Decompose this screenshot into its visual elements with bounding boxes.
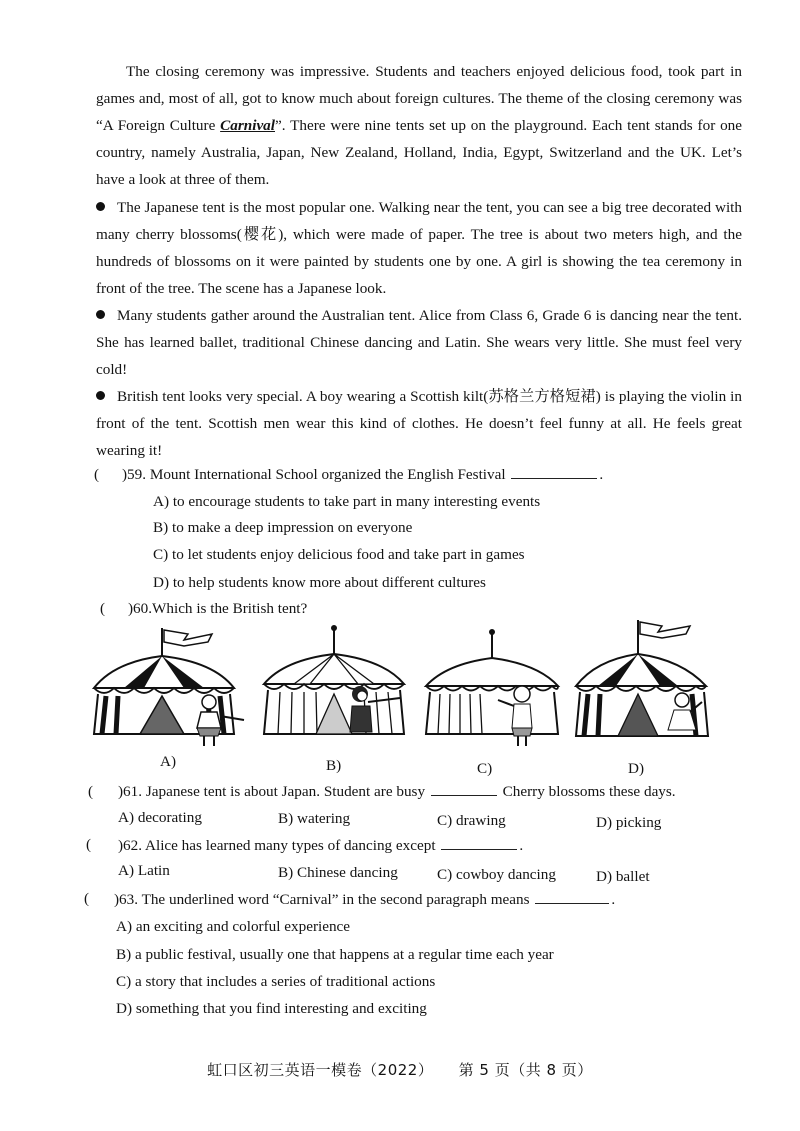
passage-bullet-japan xyxy=(96,194,742,302)
q61-stem xyxy=(118,783,676,801)
tent-b-label[interactable]: B) xyxy=(326,757,342,774)
bullet-dot-icon xyxy=(96,310,105,319)
q59-stem-end: . xyxy=(599,466,604,483)
bullet-text-australia: Many students gather around the Australian tent. Alice from Class 6, Grade 6 is dancing near the tent. She has learned ballet, traditional Chinese dancing and Latin. She wears very little. She must feel very cold! xyxy=(96,307,742,378)
bullet-text-britain: British tent looks very special. A boy wearing a Scottish kilt(苏格兰方格短裙) is playing the violin in front of the tent. Scottish men wear this kind of clothes. He doesn’t feel funny at all. He feels great wearing it! xyxy=(96,388,742,459)
q63-option-c[interactable]: C) a story that includes a series of traditional actions xyxy=(116,973,436,990)
q63-stem xyxy=(114,891,615,909)
q63-answer-blank[interactable] xyxy=(535,902,609,904)
q62-answer-paren[interactable]: ( xyxy=(86,836,92,853)
q59-option-d[interactable]: D) to help students know more about different cultures xyxy=(153,574,486,591)
tent-c-label[interactable]: C) xyxy=(477,760,493,777)
q59-stem xyxy=(122,466,603,484)
q62-answer-blank[interactable] xyxy=(441,848,517,850)
q63-option-a[interactable]: A) an exciting and colorful experience xyxy=(116,918,351,935)
footer-page-number: 第 5 页（共 8 页） xyxy=(458,1061,593,1079)
page-footer xyxy=(0,1059,800,1080)
q62-option-a[interactable]: A) Latin xyxy=(118,862,170,879)
bullet-text-japan: The Japanese tent is the most popular one. Walking near the tent, you can see a big tree decorated with many cherry blossoms(樱花), which were made of paper. The tree is about two meters high, and the hundreds of blossoms on it were painted by students one by one. A girl is showing the tea ceremony in front of the tree. The scene has a Japanese look. xyxy=(96,199,742,297)
q62-option-b[interactable]: B) Chinese dancing xyxy=(278,864,398,881)
q61-answer-paren[interactable]: ( xyxy=(88,783,94,800)
underlined-word-carnival: Carnival xyxy=(220,117,275,134)
q60-stem: )60.Which is the British tent? xyxy=(128,600,308,617)
tent-b-picture[interactable] xyxy=(260,622,420,750)
q63-stem-text: )63. The underlined word “Carnival” in the second paragraph means xyxy=(114,891,530,908)
q62-option-c[interactable]: C) cowboy dancing xyxy=(437,866,556,883)
q63-answer-paren[interactable]: ( xyxy=(84,890,90,907)
q59-option-a[interactable]: A) to encourage students to take part in many interesting events xyxy=(153,493,541,510)
passage-paragraph-1 xyxy=(96,58,742,193)
tent-c-picture[interactable] xyxy=(422,628,572,752)
q61-option-c[interactable]: C) drawing xyxy=(437,812,506,829)
tent-a-label[interactable]: A) xyxy=(160,753,177,770)
footer-exam-title: 虹口区初三英语一模卷（2022） xyxy=(207,1061,434,1079)
tent-d-picture[interactable] xyxy=(572,614,732,748)
p1-text-before: The closing ceremony was impressive. Students and teachers enjoyed delicious food, took part in games and, most of all, got to know much about foreign cultures. The theme of the closing ceremony was “A Foreign Culture xyxy=(96,63,742,134)
q59-option-c[interactable]: C) to let students enjoy delicious food and take part in games xyxy=(153,546,525,563)
q62-stem-end: . xyxy=(519,837,524,854)
q62-option-d[interactable]: D) ballet xyxy=(596,868,650,885)
q61-answer-blank[interactable] xyxy=(431,794,497,796)
q61-stem-after: Cherry blossoms these days. xyxy=(502,783,676,800)
q59-stem-text: )59. Mount International School organized the English Festival xyxy=(122,466,506,483)
q61-stem-before: )61. Japanese tent is about Japan. Student are busy xyxy=(118,783,426,800)
passage-bullet-britain xyxy=(96,383,742,464)
q63-option-b[interactable]: B) a public festival, usually one that happens at a regular time each year xyxy=(116,946,554,963)
bullet-dot-icon xyxy=(96,202,105,211)
q61-option-a[interactable]: A) decorating xyxy=(118,809,202,826)
q62-stem xyxy=(118,837,523,855)
q59-option-b[interactable]: B) to make a deep impression on everyone xyxy=(153,519,413,536)
p1-text-after: ”. There were nine tents set up on the playground. Each tent stands for one country, namely Australia, Japan, New Zealand, Holland, India, Egypt, Switzerland and the UK. Let’s have a look at three of them. xyxy=(96,117,742,188)
passage-bullet-australia xyxy=(96,302,742,383)
q60-answer-paren[interactable]: ( xyxy=(100,600,106,617)
q61-option-d[interactable]: D) picking xyxy=(596,814,662,831)
q63-stem-end: . xyxy=(611,891,616,908)
tent-d-label[interactable]: D) xyxy=(628,760,645,777)
q62-stem-text: )62. Alice has learned many types of dancing except xyxy=(118,837,436,854)
bullet-dot-icon xyxy=(96,391,105,400)
q59-answer-blank[interactable] xyxy=(511,477,597,479)
q59-answer-paren[interactable]: ( xyxy=(94,466,100,483)
q61-option-b[interactable]: B) watering xyxy=(278,810,351,827)
tent-a-picture[interactable] xyxy=(84,622,262,750)
q63-option-d[interactable]: D) something that you find interesting and exciting xyxy=(116,1000,427,1017)
